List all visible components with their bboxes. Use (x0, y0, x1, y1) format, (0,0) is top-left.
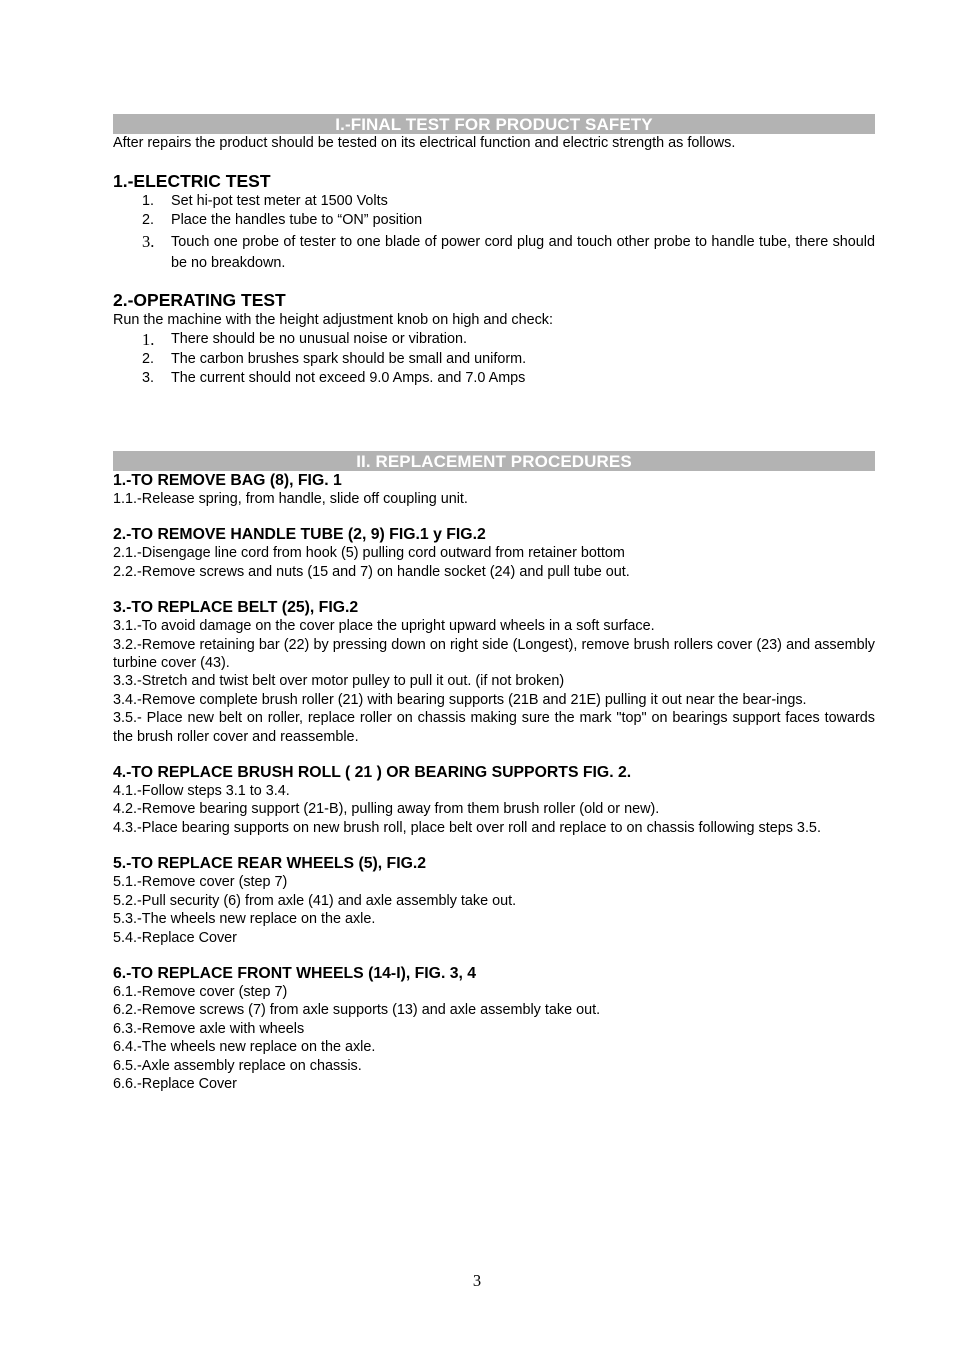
list-number: 2. (142, 212, 155, 229)
procedure-line: 6.3.-Remove axle with wheels (113, 1020, 305, 1037)
section-header-final-test: I.-FINAL TEST FOR PRODUCT SAFETY (113, 114, 875, 134)
procedure-line: 5.1.-Remove cover (step 7) (113, 874, 288, 891)
procedure-line: 1.1.-Release spring, from handle, slide off coupling unit. (113, 491, 468, 507)
procedure-line: 4.1.-Follow steps 3.1 to 3.4. (113, 783, 290, 800)
procedure-line: 5.4.-Replace Cover (113, 929, 237, 946)
list-text: The current should not exceed 9.0 Amps. and 7.0 Amps (171, 370, 526, 387)
group-heading: 2.-TO REMOVE HANDLE TUBE (2, 9) FIG.1 y FIG.2 (113, 526, 486, 544)
operating-test-intro: Run the machine with the height adjustment knob on high and check: (113, 312, 553, 328)
list-item (113, 211, 875, 230)
page-number: 3 (472, 1271, 482, 1290)
list-text: Set hi-pot test meter at 1500 Volts (171, 193, 388, 210)
operating-test-list (113, 329, 875, 388)
procedure-line: 3.2.-Remove retaining bar (22) by pressing down on right side (Longest), remove brush rollers cover (23) and assembly turbine cover (43). (113, 636, 875, 672)
list-item (113, 232, 875, 273)
procedure-line: 2.1.-Disengage line cord from hook (5) pulling cord outward from retainer bottom (113, 545, 625, 562)
procedure-line: 6.1.-Remove cover (step 7) (113, 983, 288, 1000)
list-text: Touch one probe of tester to one blade of power cord plug and touch other probe to handle tube, there should be no breakdown. (171, 234, 875, 271)
list-number: 1. (142, 193, 155, 210)
procedure-line: 2.2.-Remove screws and nuts (15 and 7) on handle socket (24) and pull tube out. (113, 563, 630, 580)
list-item (113, 369, 875, 388)
list-number: 3. (142, 232, 155, 251)
electric-test-list (113, 192, 875, 273)
list-item (113, 329, 875, 350)
list-text: Place the handles tube to “ON” position (171, 212, 423, 229)
list-number: 3. (142, 370, 155, 387)
list-text: There should be no unusual noise or vibration. (171, 331, 467, 348)
list-item (113, 350, 875, 369)
procedure-line: 6.6.-Replace Cover (113, 1075, 237, 1092)
group-heading: 6.-TO REPLACE FRONT WHEELS (14-I), FIG. 3, 4 (113, 964, 477, 982)
list-text: The carbon brushes spark should be small and uniform. (171, 351, 527, 368)
group-heading: 5.-TO REPLACE REAR WHEELS (5), FIG.2 (113, 855, 427, 873)
procedure-line: 6.4.-The wheels new replace on the axle. (113, 1039, 376, 1056)
document-page (113, 114, 875, 1093)
procedure-line: 3.4.-Remove complete brush roller (21) with bearing supports (21B and 21E) pulling it out near the bear-ings. (113, 691, 807, 708)
operating-test-heading: 2.-OPERATING TEST (113, 290, 286, 310)
procedure-line: 6.5.-Axle assembly replace on chassis. (113, 1057, 362, 1074)
group-heading: 1.-TO REMOVE BAG (8), FIG. 1 (113, 472, 342, 489)
procedure-line: 5.3.-The wheels new replace on the axle. (113, 911, 376, 928)
section-header-replacement: II. REPLACEMENT PROCEDURES (113, 451, 875, 471)
procedure-line: 4.2.-Remove bearing support (21-B), pulling away from them brush roller (old or new). (113, 801, 660, 818)
group-heading: 3.-TO REPLACE BELT (25), FIG.2 (113, 599, 359, 617)
list-number: 1. (142, 330, 155, 350)
electric-test-heading: 1.-ELECTRIC TEST (113, 171, 271, 192)
procedure-line: 3.3.-Stretch and twist belt over motor pulley to pull it out. (if not broken) (113, 673, 565, 690)
procedure-line: 3.5.- Place new belt on roller, replace roller on chassis making sure the mark "top" on bearings support faces towards the brush roller cover and reassemble. (113, 710, 875, 745)
list-item (113, 192, 875, 211)
procedure-line: 6.2.-Remove screws (7) from axle supports (13) and axle assembly take out. (113, 1002, 601, 1019)
list-number: 2. (142, 351, 155, 368)
section-intro: After repairs the product should be tested on its electrical function and electric strength as follows. (113, 135, 736, 151)
procedure-line: 3.1.-To avoid damage on the cover place the upright upward wheels in a soft surface. (113, 618, 655, 635)
procedure-line: 5.2.-Pull security (6) from axle (41) and axle assembly take out. (113, 892, 517, 909)
procedure-line: 4.3.-Place bearing supports on new brush roll, place belt over roll and replace to on chassis following steps 3.5. (113, 819, 821, 836)
group-heading: 4.-TO REPLACE BRUSH ROLL ( 21 ) OR BEARING SUPPORTS FIG. 2. (113, 764, 632, 782)
